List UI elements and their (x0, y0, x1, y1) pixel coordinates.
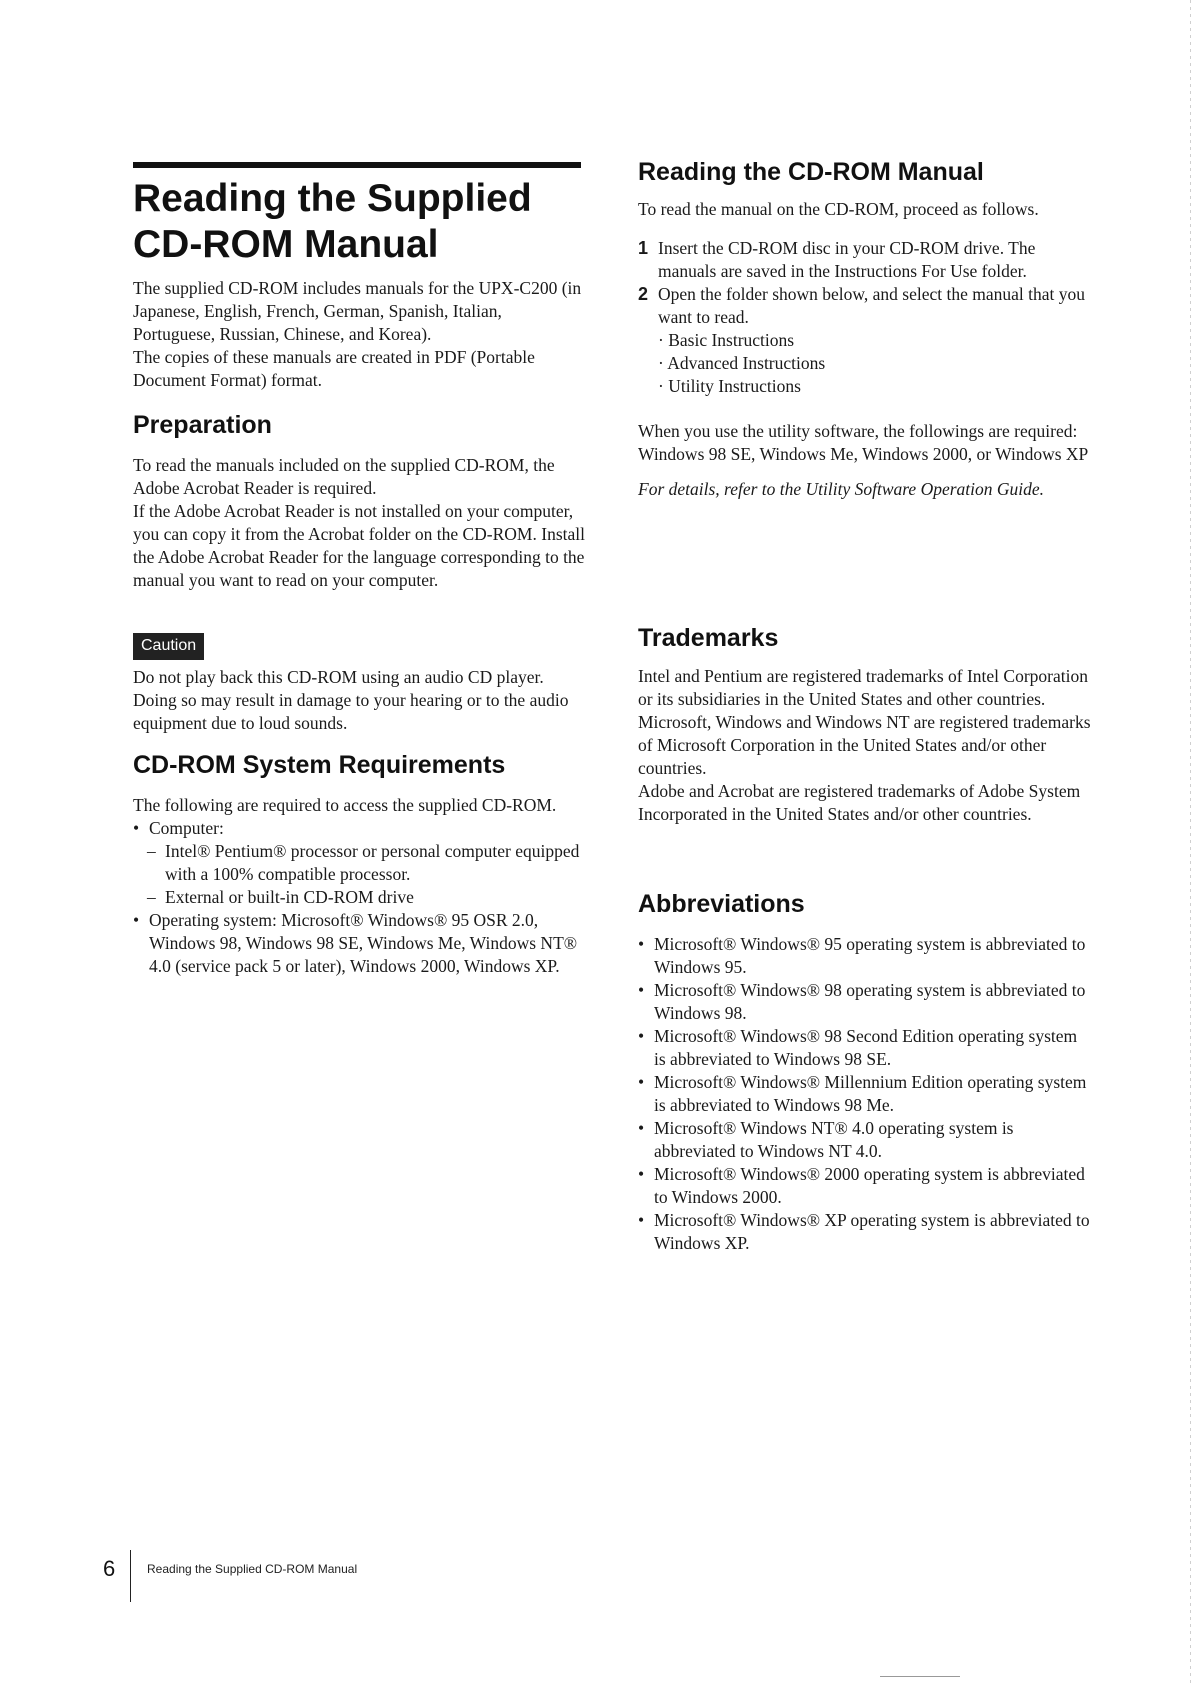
system-requirements-intro: The following are required to access the supplied CD-ROM. (133, 795, 557, 815)
page-title-line-1: Reading the Supplied (133, 177, 532, 220)
trademarks-paragraph-3: Adobe and Acrobat are registered trademarks of Adobe System Incorporated in the United States and/or other countries. (638, 781, 1081, 824)
step-number: 1 (638, 238, 649, 258)
list-item: · Basic Instructions (658, 330, 795, 350)
step-text: Insert the CD-ROM disc in your CD-ROM drive. The manuals are saved in the Instructions For Use folder. (658, 238, 1036, 281)
list-item: • Microsoft® Windows® 95 operating system is abbreviated to Windows 95. (638, 933, 1093, 979)
preparation-paragraph-2: If the Adobe Acrobat Reader is not installed on your computer, you can copy it from the Acrobat folder on the CD-ROM. Install the Adobe Acrobat Reader for the language corresponding to the manual you want to read on your computer. (133, 501, 585, 590)
caution-text: Do not play back this CD-ROM using an audio CD player. Doing so may result in damage to your hearing or to the audio equipment due to loud sounds. (133, 667, 569, 733)
running-title: Reading the Supplied CD-ROM Manual (147, 1562, 358, 1576)
step-text: Open the folder shown below, and select the manual that you want to read. (658, 284, 1086, 327)
page-number: 6 (103, 1556, 116, 1581)
requirements-list (133, 817, 585, 978)
step-number: 2 (638, 284, 649, 304)
list-item: • Microsoft® Windows® 98 Second Edition operating system is abbreviated to Windows 98 SE. (638, 1025, 1093, 1071)
caution-badge: Caution (133, 633, 204, 660)
list-item (638, 283, 1093, 398)
preparation-heading: Preparation (133, 411, 272, 439)
details-note: For details, refer to the Utility Software Operation Guide. (638, 479, 1045, 499)
list-item: • Microsoft® Windows® 2000 operating system is abbreviated to Windows 2000. (638, 1163, 1093, 1209)
trademarks-paragraph-2: Microsoft, Windows and Windows NT are registered trademarks of Microsoft Corporation in the United States and/or other countries. (638, 712, 1091, 778)
computer-sublist (133, 840, 585, 909)
scan-bottom-mark (880, 1676, 960, 1677)
trademarks-section (638, 623, 1093, 826)
abbreviations-heading: Abbreviations (638, 890, 805, 918)
intro-section (133, 277, 585, 392)
list-item: • Microsoft® Windows® 98 operating system is abbreviated to Windows 98. (638, 979, 1093, 1025)
trademarks-heading: Trademarks (638, 624, 779, 652)
caution-section (133, 633, 585, 735)
page-title-line-2: CD-ROM Manual (133, 223, 439, 266)
page-title (133, 176, 593, 268)
list-item: • Microsoft® Windows NT® 4.0 operating system is abbreviated to Windows NT 4.0. (638, 1117, 1093, 1163)
scan-edge-line (1190, 0, 1191, 1683)
preparation-paragraph-1: To read the manuals included on the supplied CD-ROM, the Adobe Acrobat Reader is required. (133, 455, 555, 498)
utility-note: When you use the utility software, the followings are required: (638, 421, 1078, 441)
system-requirements-heading: CD-ROM System Requirements (133, 751, 506, 779)
intro-paragraph-2: The copies of these manuals are created in PDF (Portable Document Format) format. (133, 347, 535, 390)
list-item: · Utility Instructions (658, 376, 801, 396)
reading-manual-intro: To read the manual on the CD-ROM, proceed as follows. (638, 199, 1039, 219)
computer-label: Computer: (149, 818, 224, 838)
title-rule (133, 162, 581, 168)
list-item: • Microsoft® Windows® Millennium Edition operating system is abbreviated to Windows 98 Me. (638, 1071, 1093, 1117)
trademarks-paragraph-1: Intel and Pentium are registered trademarks of Intel Corporation or its subsidiaries in the United States and other countries. (638, 666, 1088, 709)
utility-os: Windows 98 SE, Windows Me, Windows 2000, or Windows XP (638, 444, 1089, 464)
reading-manual-section (638, 157, 1093, 501)
list-item: – Intel® Pentium® processor or personal computer equipped with a 100% compatible processor. (133, 840, 585, 886)
footer-divider (130, 1550, 131, 1602)
system-requirements-section (133, 750, 585, 978)
list-item: · Advanced Instructions (658, 353, 826, 373)
list-item: • Microsoft® Windows® XP operating system is abbreviated to Windows XP. (638, 1209, 1093, 1255)
list-item: • Operating system: Microsoft® Windows® 95 OSR 2.0, Windows 98, Windows 98 SE, Windows Me, Windows NT® 4.0 (service pack 5 or later), Windows 2000, Windows XP. (133, 909, 585, 978)
intro-paragraph: The supplied CD-ROM includes manuals for the UPX-C200 (in Japanese, English, French, German, Spanish, Italian, Portuguese, Russian, Chinese, and Korea). (133, 278, 582, 344)
abbreviations-list (638, 933, 1093, 1255)
list-item (638, 237, 1093, 283)
list-item (133, 817, 585, 909)
abbreviations-section (638, 889, 1093, 1255)
reading-manual-heading: Reading the CD-ROM Manual (638, 158, 984, 186)
steps-list (638, 237, 1093, 398)
manual-names-list (658, 329, 1093, 398)
list-item: – External or built-in CD-ROM drive (133, 886, 585, 909)
preparation-section (133, 410, 585, 592)
